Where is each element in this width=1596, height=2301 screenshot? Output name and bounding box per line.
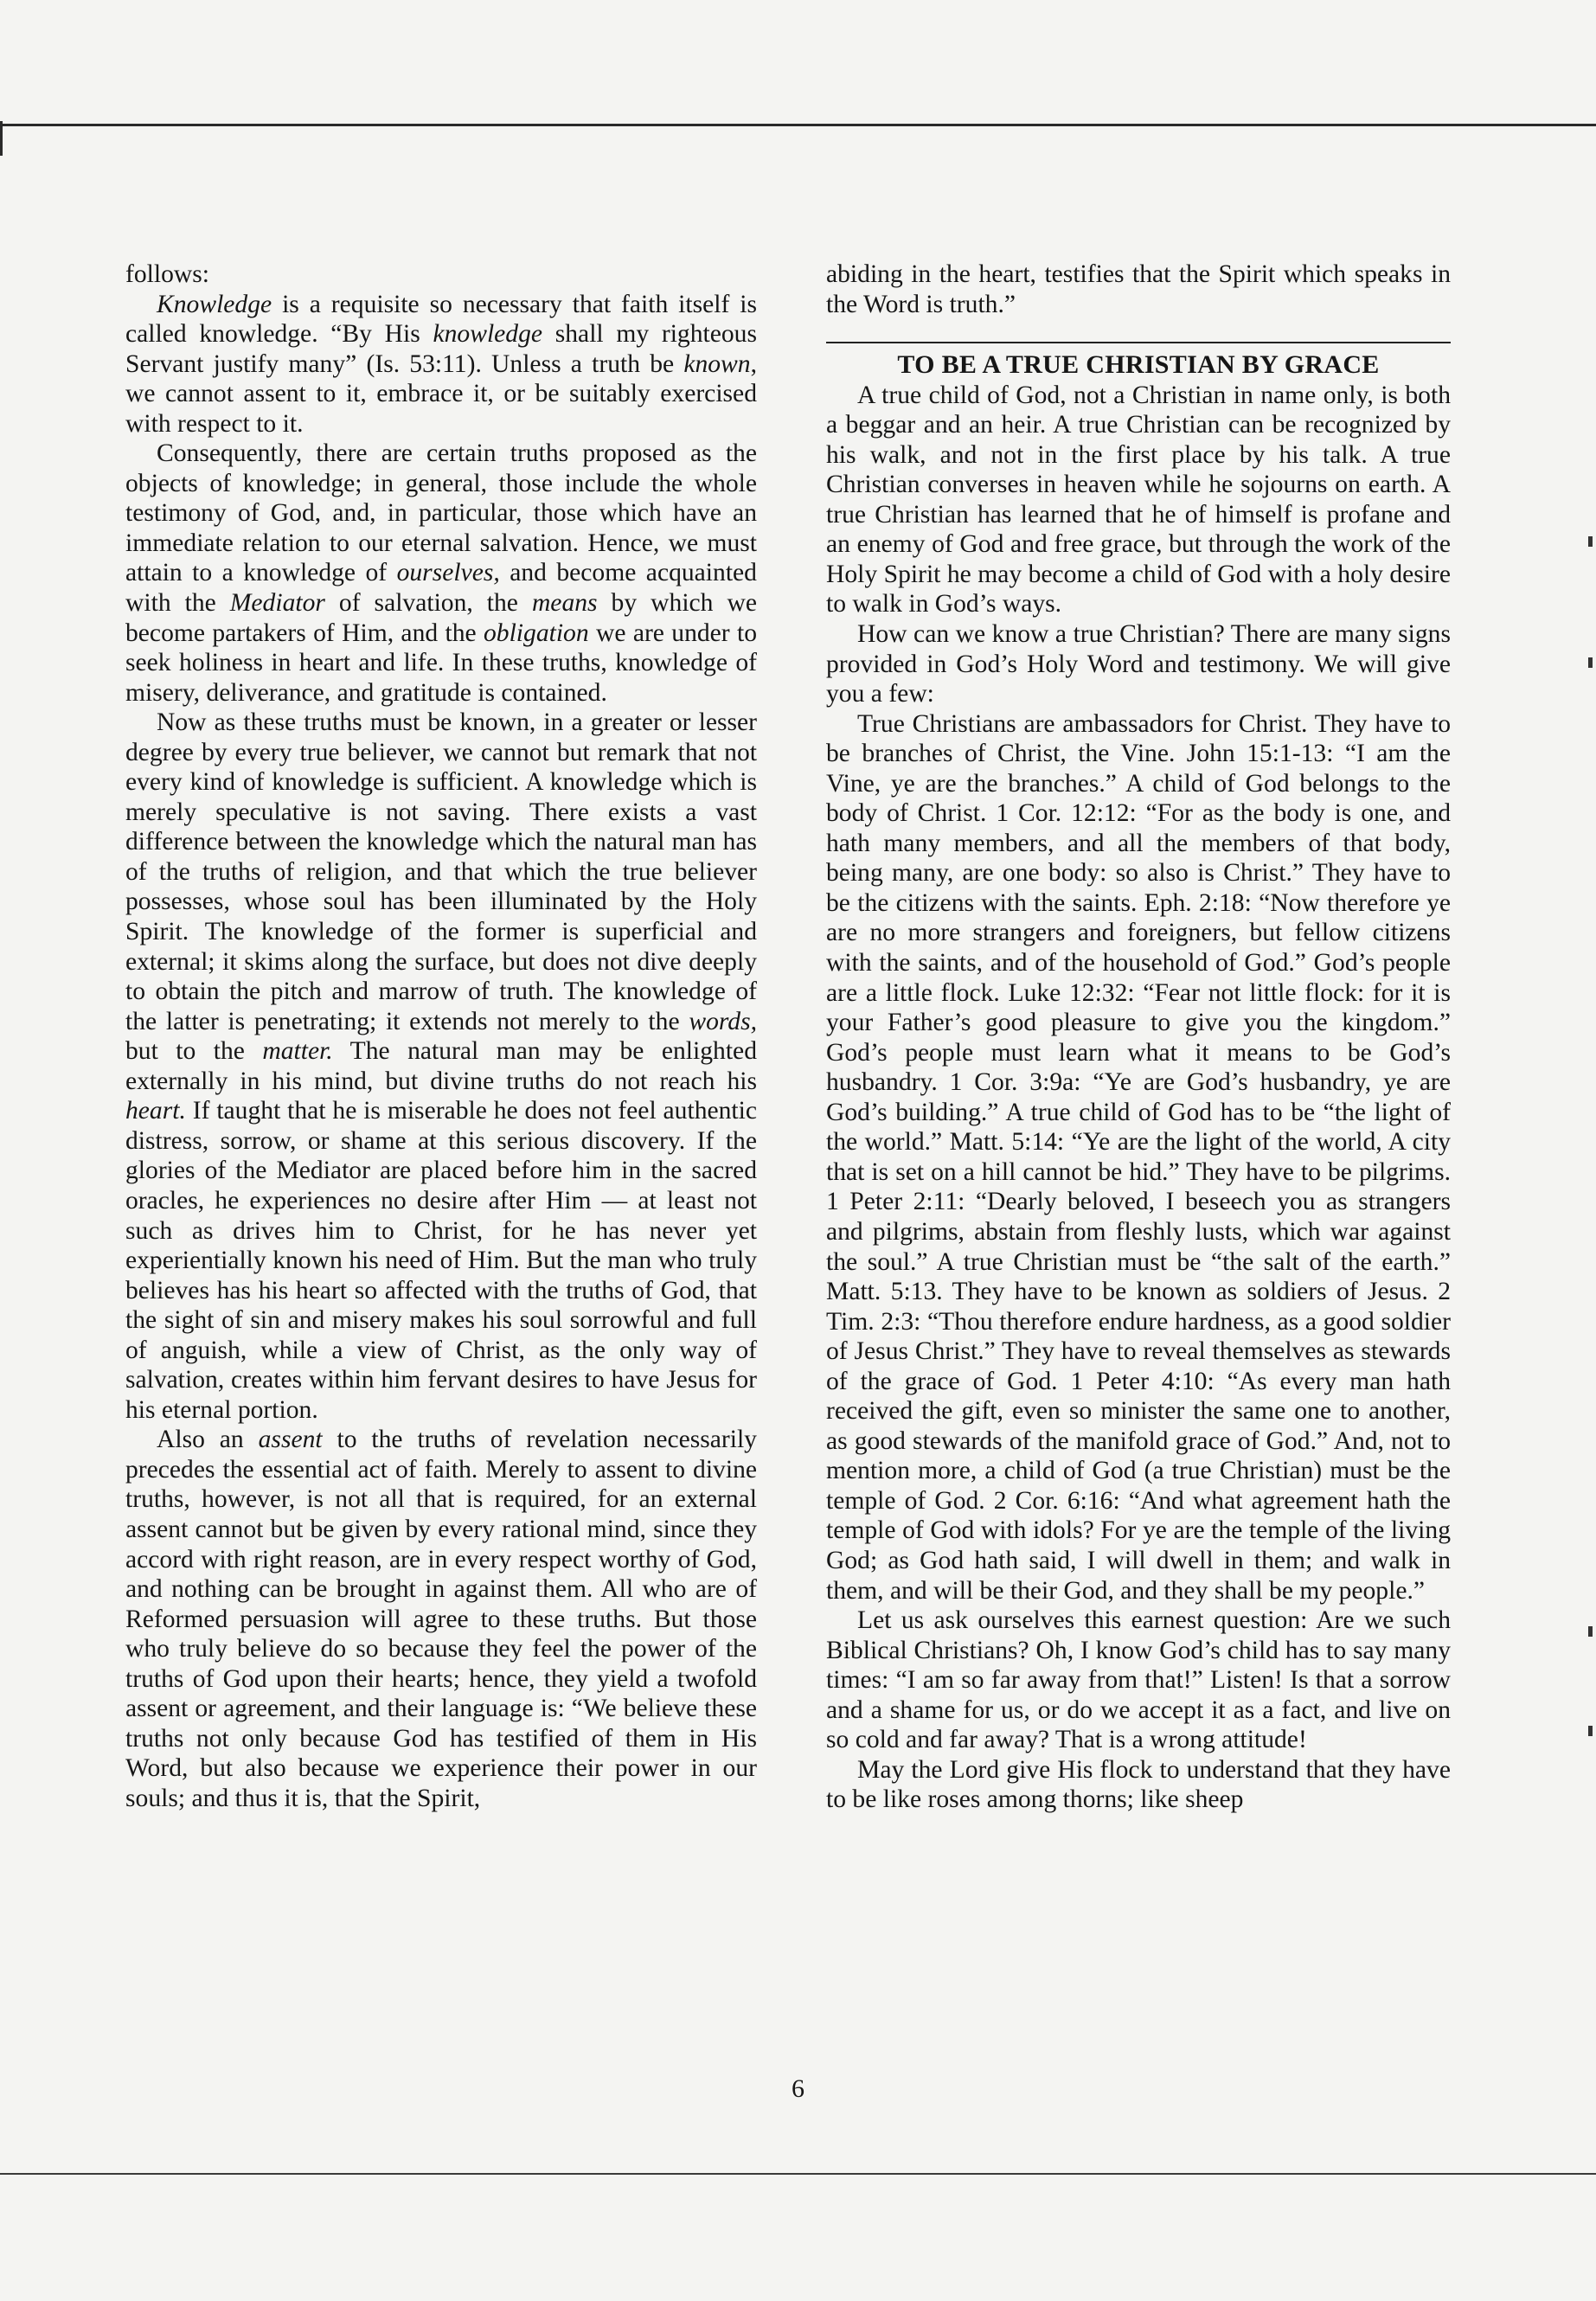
emphasis: knowledge [433, 320, 543, 349]
scan-dot [1588, 1626, 1593, 1637]
top-rule [0, 124, 1596, 126]
paragraph: True Christians are ambassadors for Christ. They have to be branches of Christ, the Vine. John 15:1-13: “I am the Vine, ye are the branches.” A child of God belongs to the body of Christ. 1 Cor. 12:12: “For as the body is one, and hath many members, and all the members of that body, being many, are one body: so also is Christ.” They have to be the citizens with the saints. Eph. 2:18: “Now therefore ye are no more strangers and foreigners, but fellow citizens with the saints, and of the household of God.” God’s people are a little flock. Luke 12:32: “Fear not little flock: for it is your Father’s good pleasure to give you the kingdom.” God’s people must learn what it means to be God’s husbandry. 1 Cor. 3:9a: “Ye are God’s husbandry, ye are God’s building.” A true child of God has to be “the light of the world.” Matt. 5:14: “Ye are the light of the world, A city that is set on a hill cannot be hid.” They have to be pilgrims. 1 Peter 2:11: “Dearly beloved, I beseech you as strangers and pilgrims, abstain from fleshly lusts, which war against the soul.” A true Christian must be “the salt of the earth.” Matt. 5:13. They have to be known as soldiers of Jesus. 2 Tim. 2:3: “Thou therefore endure hardness, as a good soldier of Jesus Christ.” They have to reveal themselves as stewards of the grace of God. 1 Peter 4:10: “As every man hath received the gift, even so minister the same one to another, as good stewards of the manifold grace of God.” And, not to mention more, a child of God (a true Christian) must be the temple of God. 2 Cor. 6:16: “And what agreement hath the temple of God with idols? For ye are the temple of the living God; as God hath said, I will dwell in them; and walk in them, and will be their God, and they shall be my people.” [826, 709, 1451, 1605]
scan-dot [1588, 657, 1593, 668]
paragraph: Now as these truths must be known, in a greater or lesser degree by every true believer, we cannot but remark that not every kind of knowledge is sufficient. A knowledge which is merely speculative is not saving. There exists a vast difference between the knowledge which the natural man has of the truths of religion, and that which the true believer possesses, whose soul has been illuminated by the Holy Spirit. The knowledge of the former is superficial and external; it skims along the surface, but does not dive deeply to obtain the pitch and marrow of truth. The knowledge of the latter is penetrating; it extends not merely to the words, but to the matter. The natural man may be enlighted externally in his mind, but divine truths do not reach his heart. If taught that he is miserable he does not feel authentic distress, sorrow, or shame at this serious discovery. If the glories of the Mediator are placed before him in the sacred oracles, he experiences no desire after Him — at least not such as drives him to Christ, for he has never yet experientially known his need of Him. But the man who truly believes has his heart so affected with the truths of God, that the sight of sin and misery makes his soul sorrowful and full of anguish, while a view of Christ, as the only way of salvation, creates within him fervant desires to have Jesus for his eternal portion. [125, 708, 757, 1424]
paragraph: Consequently, there are certain truths proposed as the objects of knowledge; in general, those include the whole testimony of God, and, in particular, those which have an immediate relation to our eternal salvation. Hence, we must attain to a knowledge of ourselves, and become acquainted with the Mediator of salvation, the means by which we become partakers of Him, and the obligation we are under to seek holiness in heart and life. In these truths, knowledge of misery, deliverance, and gratitude is contained. [125, 439, 757, 707]
paragraph: Knowledge is a requisite so necessary that faith itself is called knowledge. “By His knowledge shall my righteous Servant justify many” (Is. 53:11). Unless a truth be known, we cannot assent to it, embrace it, or be suitably exercised with respect to it. [125, 290, 757, 438]
paragraph: May the Lord give His flock to understand that they have to be like roses among thorns; like sheep [826, 1755, 1451, 1814]
bottom-rule [0, 2173, 1596, 2175]
paragraph: follows: [125, 260, 210, 288]
section-heading: TO BE A TRUE CHRISTIAN BY GRACE [897, 350, 1380, 380]
emphasis: matter. [262, 1037, 333, 1066]
scan-dot [1588, 536, 1593, 547]
emphasis: known [683, 349, 751, 378]
paragraph: A true child of God, not a Christian in name only, is both a beggar and an heir. A true Christian can be recognized by his walk, and not in the first place by his talk. A true Christian converses in heaven while he sojourns on earth. A true Christian has learned that he of himself is profane and an enemy of God and free grace, but through the work of the Holy Spirit he may become a child of God with a holy desire to walk in God’s ways. [826, 381, 1451, 619]
paragraph: abiding in the heart, testifies that the Spirit which speaks in the Word is truth.” [826, 260, 1451, 318]
emphasis: Mediator [229, 589, 325, 618]
left-column [125, 260, 757, 1813]
emphasis: ourselves, [396, 559, 500, 587]
paragraph: Let us ask ourselves this earnest question: Are we such Biblical Christians? Oh, I know God’s child has to say many times: “I am so far away from that!” Listen! Is that a sorrow and a shame for us, or do we accept it as a fact, and live on so cold and far away? That is a wrong attitude! [826, 1606, 1451, 1754]
scan-dot [1588, 1726, 1593, 1736]
paragraph: Also an assent to the truths of revelation necessarily precedes the essential act of faith. Merely to assent to divine truths, however, is not all that is required, for an external assent cannot but be given by every rational mind, since they accord with right reason, are in every respect worthy of God, and nothing can be brought in against them. All who are of Reformed persuasion will agree to these truths. But those who truly believe do so because they feel the power of the truths of God upon their hearts; hence, they yield a twofold assent or agreement, and their language is: “We believe these truths not only because God has testified of them in His Word, but also because we experience their power in our souls; and thus it is, that the Spirit, [125, 1426, 757, 1812]
emphasis: Knowledge [157, 290, 272, 318]
section-divider [826, 342, 1451, 343]
emphasis: heart. [125, 1097, 186, 1125]
right-column [826, 260, 1451, 1815]
paragraph: How can we know a true Christian? There are many signs provided in God’s Holy Word and testimony. We will give you a few: [826, 620, 1451, 708]
page-number: 6 [792, 2074, 804, 2103]
emphasis: words, [689, 1007, 757, 1035]
emphasis: obligation [483, 619, 589, 647]
emphasis: means [531, 589, 598, 618]
emphasis: assent [258, 1426, 323, 1454]
scan-edge-mark [0, 121, 3, 156]
